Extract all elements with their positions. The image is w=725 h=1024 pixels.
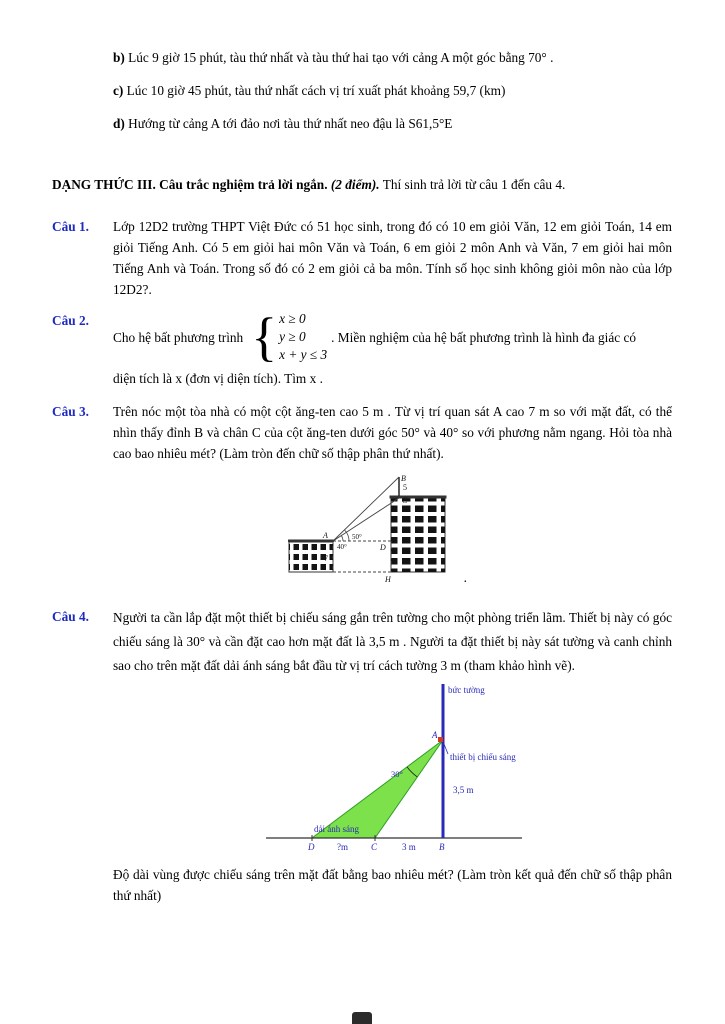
point-d-label: D <box>308 842 315 852</box>
question-2-label: Câu 2. <box>52 313 89 328</box>
sight-line-c <box>333 498 399 541</box>
point-c-label: C <box>402 496 408 505</box>
point-h-label: H <box>385 575 391 584</box>
sight-line-b <box>333 477 399 541</box>
question-4-label: Câu 4. <box>52 609 89 624</box>
angle-40-label: 40° <box>337 543 347 551</box>
device-label: thiết bị chiếu sáng <box>450 752 516 762</box>
question-1-body <box>113 216 672 300</box>
antenna-figure <box>283 472 453 584</box>
statement-c-label: c) <box>113 83 124 98</box>
light-figure-wrap <box>258 680 530 860</box>
light-figure <box>258 680 530 854</box>
question-3-body <box>113 401 672 592</box>
point-d-label: D <box>380 543 386 552</box>
question-2-intro: Cho hệ bất phương trình <box>113 329 244 345</box>
distance-label: 3 m <box>402 842 416 852</box>
statement-d <box>113 114 672 133</box>
question-2-row <box>113 307 672 367</box>
question-4-text: Người ta cần lắp đặt một thiết bị chiếu sáng gắn trên tường cho một phòng triển lãm. Thiết bị này có góc chiếu sáng là 30° và cần đặt cao hơn mặt đất là 3,5 m . Người ta đặt thiết bị này sát tường và canh chỉnh sao cho trên mặt đất dải ánh sáng bắt đầu từ vị trí cách tường 3 m (tham khảo hình vẽ). <box>113 610 672 673</box>
statement-c <box>113 81 672 100</box>
system-line-2: y ≥ 0 <box>279 329 306 344</box>
question-3-label: Câu 3. <box>52 404 89 419</box>
tall-building-roof <box>390 496 447 499</box>
device-marker <box>438 737 443 742</box>
point-b-label: B <box>401 474 406 483</box>
antenna-figure-wrap <box>283 472 467 590</box>
angle-30-label: 30° <box>391 769 403 779</box>
section-points: (2 điểm). <box>330 177 380 192</box>
section-title: DẠNG THỨC III. Câu trắc nghiệm trả lời ngắn. <box>52 177 328 192</box>
question-2 <box>52 307 672 389</box>
point-c-label: C <box>371 842 378 852</box>
point-a-label: A <box>323 531 328 540</box>
system-line-1: x ≥ 0 <box>279 311 306 326</box>
section-heading <box>52 175 672 194</box>
system-brace: { <box>251 307 278 367</box>
question-2-after: . Miền nghiệm của hệ bất phương trình là hình đa giác có <box>331 329 636 345</box>
wall-label: bức tường <box>448 685 485 695</box>
statement-b-label: b) <box>113 50 125 65</box>
question-3-text: Trên nóc một tòa nhà có một cột ăng-ten cao 5 m . Từ vị trí quan sát A cao 7 m so với mặt đất, có thể nhìn thấy đỉnh B và chân C của cột ăng-ten dưới góc 50° và 40° so với phương nằm ngang. Hỏi tòa nhà cao bao nhiêu mét? (Làm tròn đến chữ số thập phân thứ nhất). <box>113 404 672 461</box>
question-2-body <box>113 307 672 389</box>
height-label: 3,5 m <box>453 785 474 795</box>
statement-b <box>113 48 672 67</box>
page-footer-mark <box>352 1012 372 1024</box>
point-a-label: A <box>432 730 438 740</box>
device-leader-line <box>444 744 448 754</box>
question-4-body <box>113 606 672 906</box>
statement-c-text: Lúc 10 giờ 45 phút, tàu thứ nhất cách vị trí xuất phát khoảng 59,7 (km) <box>126 83 506 98</box>
question-2-line2: diện tích là x (đơn vị diện tích). Tìm x . <box>113 371 323 386</box>
statement-b-text: Lúc 9 giờ 15 phút, tàu thứ nhất và tàu thứ hai tạo với cảng A một góc bằng 70° . <box>128 50 554 65</box>
angle-50-label: 50° <box>352 533 362 541</box>
height-7-label: 7 <box>324 554 328 563</box>
question-4 <box>52 606 672 906</box>
question-1-label: Câu 1. <box>52 219 89 234</box>
beam-label: dải ánh sáng <box>314 824 359 834</box>
question-1 <box>52 216 672 300</box>
tall-building-windows <box>391 498 445 572</box>
statement-d-label: d) <box>113 116 125 131</box>
figure-trailing-period: . <box>463 570 467 585</box>
statement-items <box>113 48 672 133</box>
question-3 <box>52 401 672 592</box>
angle-arc-40 <box>341 536 343 541</box>
inequality-system <box>251 307 328 367</box>
system-lines <box>277 310 327 364</box>
unknown-distance-label: ?m <box>337 842 348 852</box>
section-note: Thí sinh trả lời từ câu 1 đến câu 4. <box>382 177 566 192</box>
antenna-height-label: 5 <box>403 483 407 492</box>
question-4-outro: Độ dài vùng được chiếu sáng trên mặt đất bằng bao nhiêu mét? (Làm tròn kết quả đến chữ số thập phân thứ nhất) <box>113 867 672 903</box>
system-line-3: x + y ≤ 3 <box>279 347 328 362</box>
statement-d-text: Hướng từ cảng A tới đảo nơi tàu thứ nhất neo đậu là S61,5°E <box>128 116 453 131</box>
question-1-text: Lớp 12D2 trường THPT Việt Đức có 51 học sinh, trong đó có 10 em giỏi Văn, 12 em giỏi Toán, 14 em giỏi Tiếng Anh. Có 5 em giỏi hai môn Văn và Toán, 6 em giỏi 2 môn Anh và Văn, 7 em giỏi hai môn Tiếng Anh và Toán. Trong số đó có 2 em giỏi cả ba môn. Tính số học sinh không giỏi môn nào của lớp 12D2?. <box>113 219 672 297</box>
point-b-label: B <box>439 842 445 852</box>
